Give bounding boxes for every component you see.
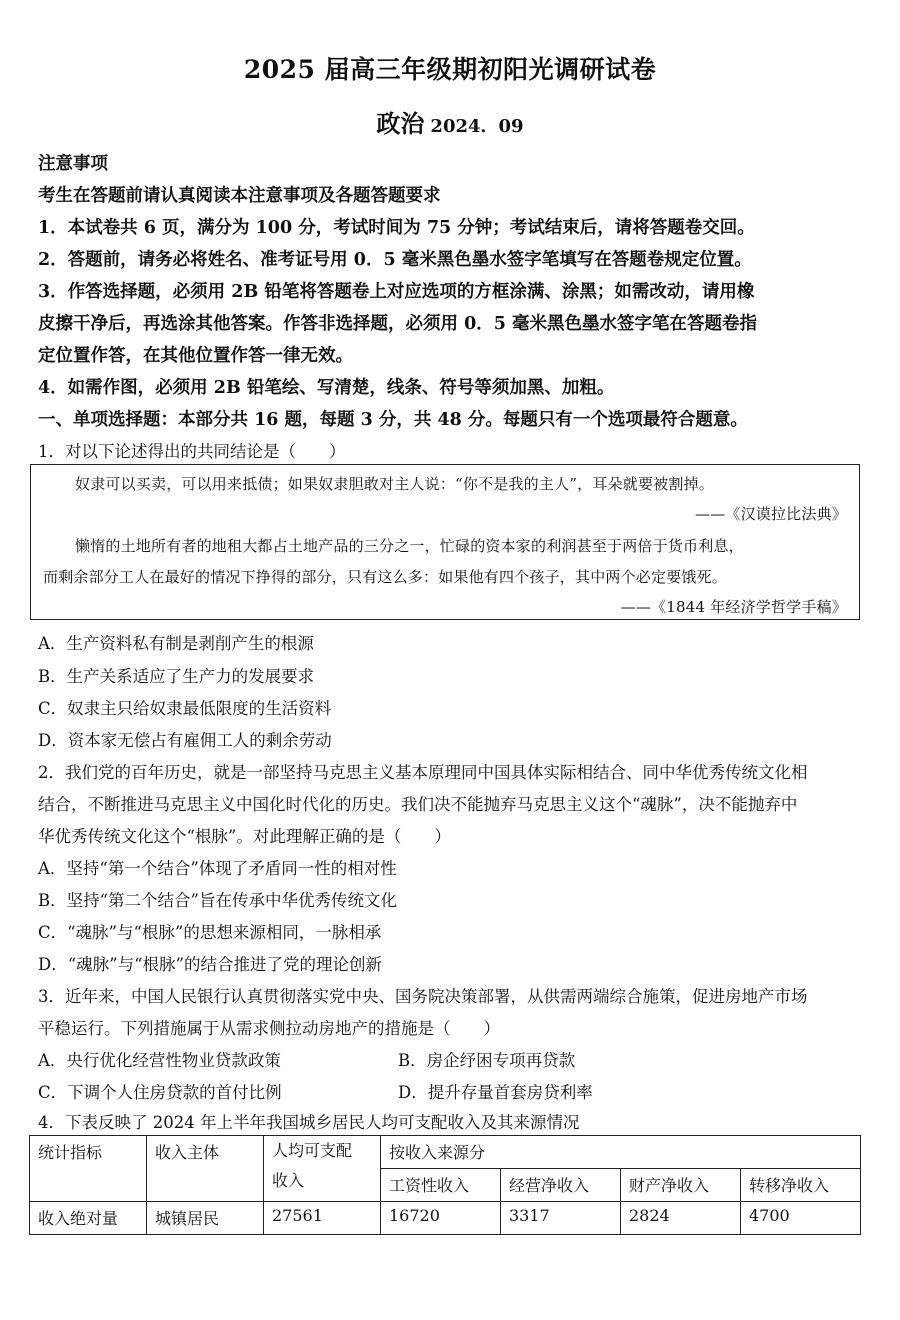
quote-hammurabi: 奴隶可以买卖，可以用来抵债；如果奴隶胆敢对主人说：“你不是我的主人”，耳朵就要被割掉。	[75, 475, 714, 493]
header-subject: 收入主体	[147, 1136, 264, 1202]
exam-date: 2024．09	[430, 116, 524, 137]
q3-option-c: C．下调个人住房贷款的首付比例	[38, 1083, 282, 1102]
cell-transfer: 4700	[741, 1202, 861, 1235]
q1-option-c: C．奴隶主只给奴隶最低限度的生活资料	[38, 699, 332, 718]
cell-income: 27561	[264, 1202, 381, 1235]
subheader-business: 经营净收入	[501, 1169, 621, 1202]
notice-item-3-cont: 皮擦干净后，再选涂其他答案。作答非选择题，必须用 0．5 毫米黑色墨水签字笔在答题卷指	[38, 314, 758, 334]
subheader-wage: 工资性收入	[381, 1169, 501, 1202]
notice-heading: 注意事项	[38, 154, 108, 174]
q1-option-a: A．生产资料私有制是剥削产生的根源	[38, 634, 314, 653]
q2-stem-line-1: 2．我们党的百年历史，就是一部坚持马克思主义基本原理同中国具体实际相结合、同中华优秀传统文化相	[38, 763, 808, 782]
cell-wage: 16720	[381, 1202, 501, 1235]
quote-box	[30, 464, 860, 620]
q3-stem-line-2: 平稳运行。下列措施属于从需求侧拉动房地产的措施是（ ）	[38, 1019, 500, 1038]
q3-option-a: A．央行优化经营性物业贷款政策	[38, 1051, 281, 1070]
q4-stem: 4．下表反映了 2024 年上半年我国城乡居民人均可支配收入及其来源情况	[38, 1113, 580, 1132]
quote-manuscripts-2: 而剩余部分工人在最好的情况下挣得的部分，只有这么多：如果他有四个孩子，其中两个必定要饿死。	[43, 568, 728, 586]
subheader-property: 财产净收入	[621, 1169, 741, 1202]
q2-stem-line-2: 结合，不断推进马克思主义中国化时代化的历史。我们决不能抛弃马克思主义这个“魂脉”，决不能抛弃中	[38, 795, 798, 814]
exam-title: 2025 届高三年级期初阳光调研试卷	[243, 55, 657, 84]
notice-item-1: 1．本试卷共 6 页，满分为 100 分，考试时间为 75 分钟；考试结束后，请将答题卷交回。	[38, 218, 755, 238]
q2-option-c: C．“魂脉”与“根脉”的思想来源相同，一脉相承	[38, 923, 382, 942]
notice-intro: 考生在答题前请认真阅读本注意事项及各题答题要求	[38, 186, 441, 206]
header-disposable-income-line1: 人均可支配	[272, 1141, 353, 1160]
section-heading: 一、单项选择题：本部分共 16 题，每题 3 分，共 48 分。每题只有一个选项最符合题意。	[38, 410, 748, 430]
q3-option-d: D．提升存量首套房贷利率	[398, 1083, 593, 1102]
q1-option-d: D．资本家无偿占有雇佣工人的剩余劳动	[38, 731, 332, 750]
q2-stem-line-3: 华优秀传统文化这个“根脉”。对此理解正确的是（ ）	[38, 827, 451, 846]
q2-option-a: A．坚持“第一个结合”体现了矛盾同一性的相对性	[38, 859, 397, 878]
header-disposable-income-line2: 收入	[272, 1171, 305, 1190]
header-disposable-income	[264, 1136, 381, 1202]
income-table	[29, 1135, 861, 1235]
table-header-row	[30, 1136, 861, 1169]
table-row	[30, 1202, 861, 1235]
quote-manuscripts-1: 懒惰的土地所有者的地租大都占土地产品的三分之一，忙碌的资本家的利润甚至于两倍于货币利息，	[75, 537, 744, 555]
notice-item-3-end: 定位置作答，在其他位置作答一律无效。	[38, 346, 353, 366]
notice-item-4: 4．如需作图，必须用 2B 铅笔绘、写清楚，线条、符号等须加黑、加粗。	[38, 378, 615, 398]
header-by-source: 按收入来源分	[381, 1136, 861, 1169]
quote-source-hammurabi: ——《汉谟拉比法典》	[694, 505, 847, 523]
q3-stem-line-1: 3．近年来，中国人民银行认真贯彻落实党中央、国务院决策部署，从供需两端综合施策，促进房地产市场	[38, 987, 808, 1006]
question-1-stem: 1．对以下论述得出的共同结论是（ ）	[38, 442, 346, 461]
cell-indicator: 收入绝对量	[30, 1202, 147, 1235]
cell-business: 3317	[501, 1202, 621, 1235]
q2-option-b: B．坚持“第二个结合”旨在传承中华优秀传统文化	[38, 891, 397, 910]
header-indicator: 统计指标	[30, 1136, 147, 1202]
exam-subtitle	[0, 104, 900, 139]
cell-subject: 城镇居民	[147, 1202, 264, 1235]
subheader-transfer: 转移净收入	[741, 1169, 861, 1202]
quote-source-manuscripts: ——《1844 年经济学哲学手稿》	[620, 598, 847, 616]
q3-option-b: B．房企纾困专项再贷款	[398, 1051, 576, 1070]
q2-option-d: D．“魂脉”与“根脉”的结合推进了党的理论创新	[38, 955, 382, 974]
q1-option-b: B．生产关系适应了生产力的发展要求	[38, 667, 315, 686]
cell-property: 2824	[621, 1202, 741, 1235]
notice-item-2: 2．答题前，请务必将姓名、准考证号用 0．5 毫米黑色墨水签字笔填写在答题卷规定位置。	[38, 250, 752, 270]
subject-name: 政治	[376, 109, 425, 138]
notice-item-3: 3．作答选择题，必须用 2B 铅笔将答题卷上对应选项的方框涂满、涂黑；如需改动，请用橡	[38, 282, 755, 302]
